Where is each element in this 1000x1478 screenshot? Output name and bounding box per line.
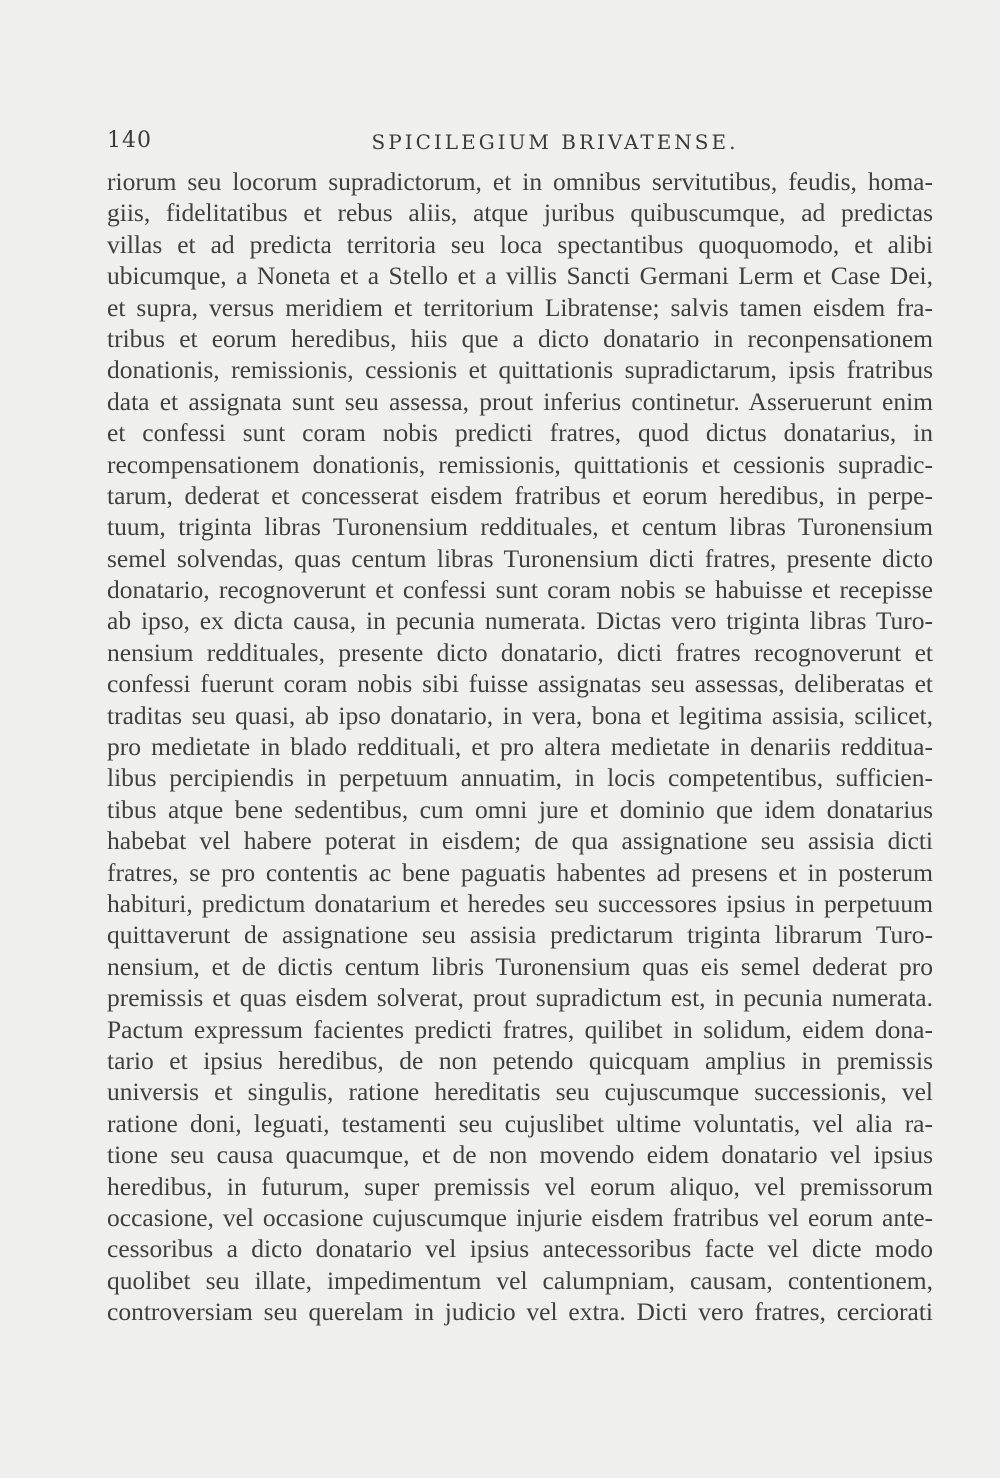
text-line: habebat vel habere poterat in eisdem; de qua assignatione seu assisia dicti: [107, 826, 933, 856]
text-line: riorum seu locorum supradictorum, et in omnibus servitutibus, feudis, homa-: [107, 167, 933, 196]
text-line: semel solvendas, quas centum libras Turonensium dicti fratres, presente dicto: [107, 543, 933, 573]
text-line: et confessi sunt coram nobis predicti fratres, quod dictus donatarius, in: [107, 418, 933, 448]
text-line: controversiam seu querelam in judicio vel extra. Dicti vero fratres, cerciorati: [107, 1297, 933, 1327]
text-line: donationis, remissionis, cessionis et quittationis supradictarum, ipsis fratribus: [107, 355, 933, 385]
text-line: traditas seu quasi, ab ipso donatario, in vera, bona et legitima assisia, scilicet,: [107, 700, 933, 730]
text-line: et supra, versus meridiem et territorium Libratense; salvis tamen eisdem fra-: [107, 292, 933, 322]
text-line: heredibus, in futurum, super premissis vel eorum aliquo, vel premissorum: [107, 1171, 933, 1201]
text-line: tribus et eorum heredibus, hiis que a dicto donatario in reconpensationem: [107, 323, 933, 353]
text-line: nensium, et de dictis centum libris Turonensium quas eis semel dederat pro: [107, 951, 933, 981]
page-number: 140: [107, 128, 152, 153]
text-line: ratione doni, leguati, testamenti seu cujuslibet ultime voluntatis, vel alia ra-: [107, 1108, 933, 1138]
body-text: [107, 166, 933, 1327]
text-line: tione seu causa quacumque, et de non movendo eidem donatario vel ipsius: [107, 1140, 933, 1170]
text-line: Pactum expressum facientes predicti fratres, quilibet in solidum, eidem dona-: [107, 1014, 933, 1044]
text-line: villas et ad predicta territoria seu loca spectantibus quoquomodo, et alibi: [107, 229, 933, 259]
text-line: occasione, vel occasione cujuscumque injurie eisdem fratribus vel eorum ante-: [107, 1202, 933, 1232]
text-line: fratres, se pro contentis ac bene paguatis habentes ad presens et in posterum: [107, 857, 933, 887]
text-line: tarum, dederat et concesserat eisdem fratribus et eorum heredibus, in perpe-: [107, 480, 933, 510]
text-line: habituri, predictum donatarium et heredes seu successores ipsius in perpetuum: [107, 888, 933, 918]
text-line: giis, fidelitatibus et rebus aliis, atque juribus quibuscumque, ad predictas: [107, 198, 933, 228]
text-line: ubicumque, a Noneta et a Stello et a villis Sancti Germani Lerm et Case Dei,: [107, 261, 933, 291]
text-line: pro medietate in blado reddituali, et pro altera medietate in denariis reddituа-: [107, 732, 933, 762]
text-line: donatario, recognoverunt et confessi sunt coram nobis se habuisse et recepisse: [107, 575, 933, 605]
text-line: tibus atque bene sedentibus, cum omni jure et dominio que idem donatarius: [107, 794, 933, 824]
text-line: libus percipiendis in perpetuum annuatim, in locis competentibus, sufficien-: [107, 763, 933, 793]
page-header: [107, 128, 933, 162]
text-line: nensium reddituales, presente dicto donatario, dicti fratres recognoverunt et: [107, 637, 933, 667]
running-title: SPICILEGIUM BRIVATENSE.: [371, 130, 739, 154]
text-line: cessoribus a dicto donatario vel ipsius antecessoribus facte vel dicte modo: [107, 1234, 933, 1264]
text-line: premissis et quas eisdem solverat, prout supradictum est, in pecunia numerata.: [107, 983, 933, 1013]
text-line: confessi fuerunt coram nobis sibi fuisse assignatas seu assessas, deliberatas et: [107, 669, 933, 699]
text-line: recompensationem donationis, remissionis, quittationis et cessionis supradic-: [107, 449, 933, 479]
text-line: ab ipso, ex dicta causa, in pecunia numerata. Dictas vero triginta libras Turo-: [107, 606, 933, 636]
text-line: tario et ipsius heredibus, de non petendo quicquam amplius in premissis: [107, 1045, 933, 1075]
text-line: universis et singulis, ratione hereditatis seu cujuscumque successionis, vel: [107, 1077, 933, 1107]
text-line: quolibet seu illate, impedimentum vel calumpniam, causam, contentionem,: [107, 1265, 933, 1295]
text-line: data et assignata sunt seu assessa, prout inferius continetur. Asseruerunt enim: [107, 386, 933, 416]
text-line: tuum, triginta libras Turonensium reddituales, et centum libras Turonensium: [107, 512, 933, 542]
text-line: quittaverunt de assignatione seu assisia predictarum triginta librarum Turo-: [107, 920, 933, 950]
